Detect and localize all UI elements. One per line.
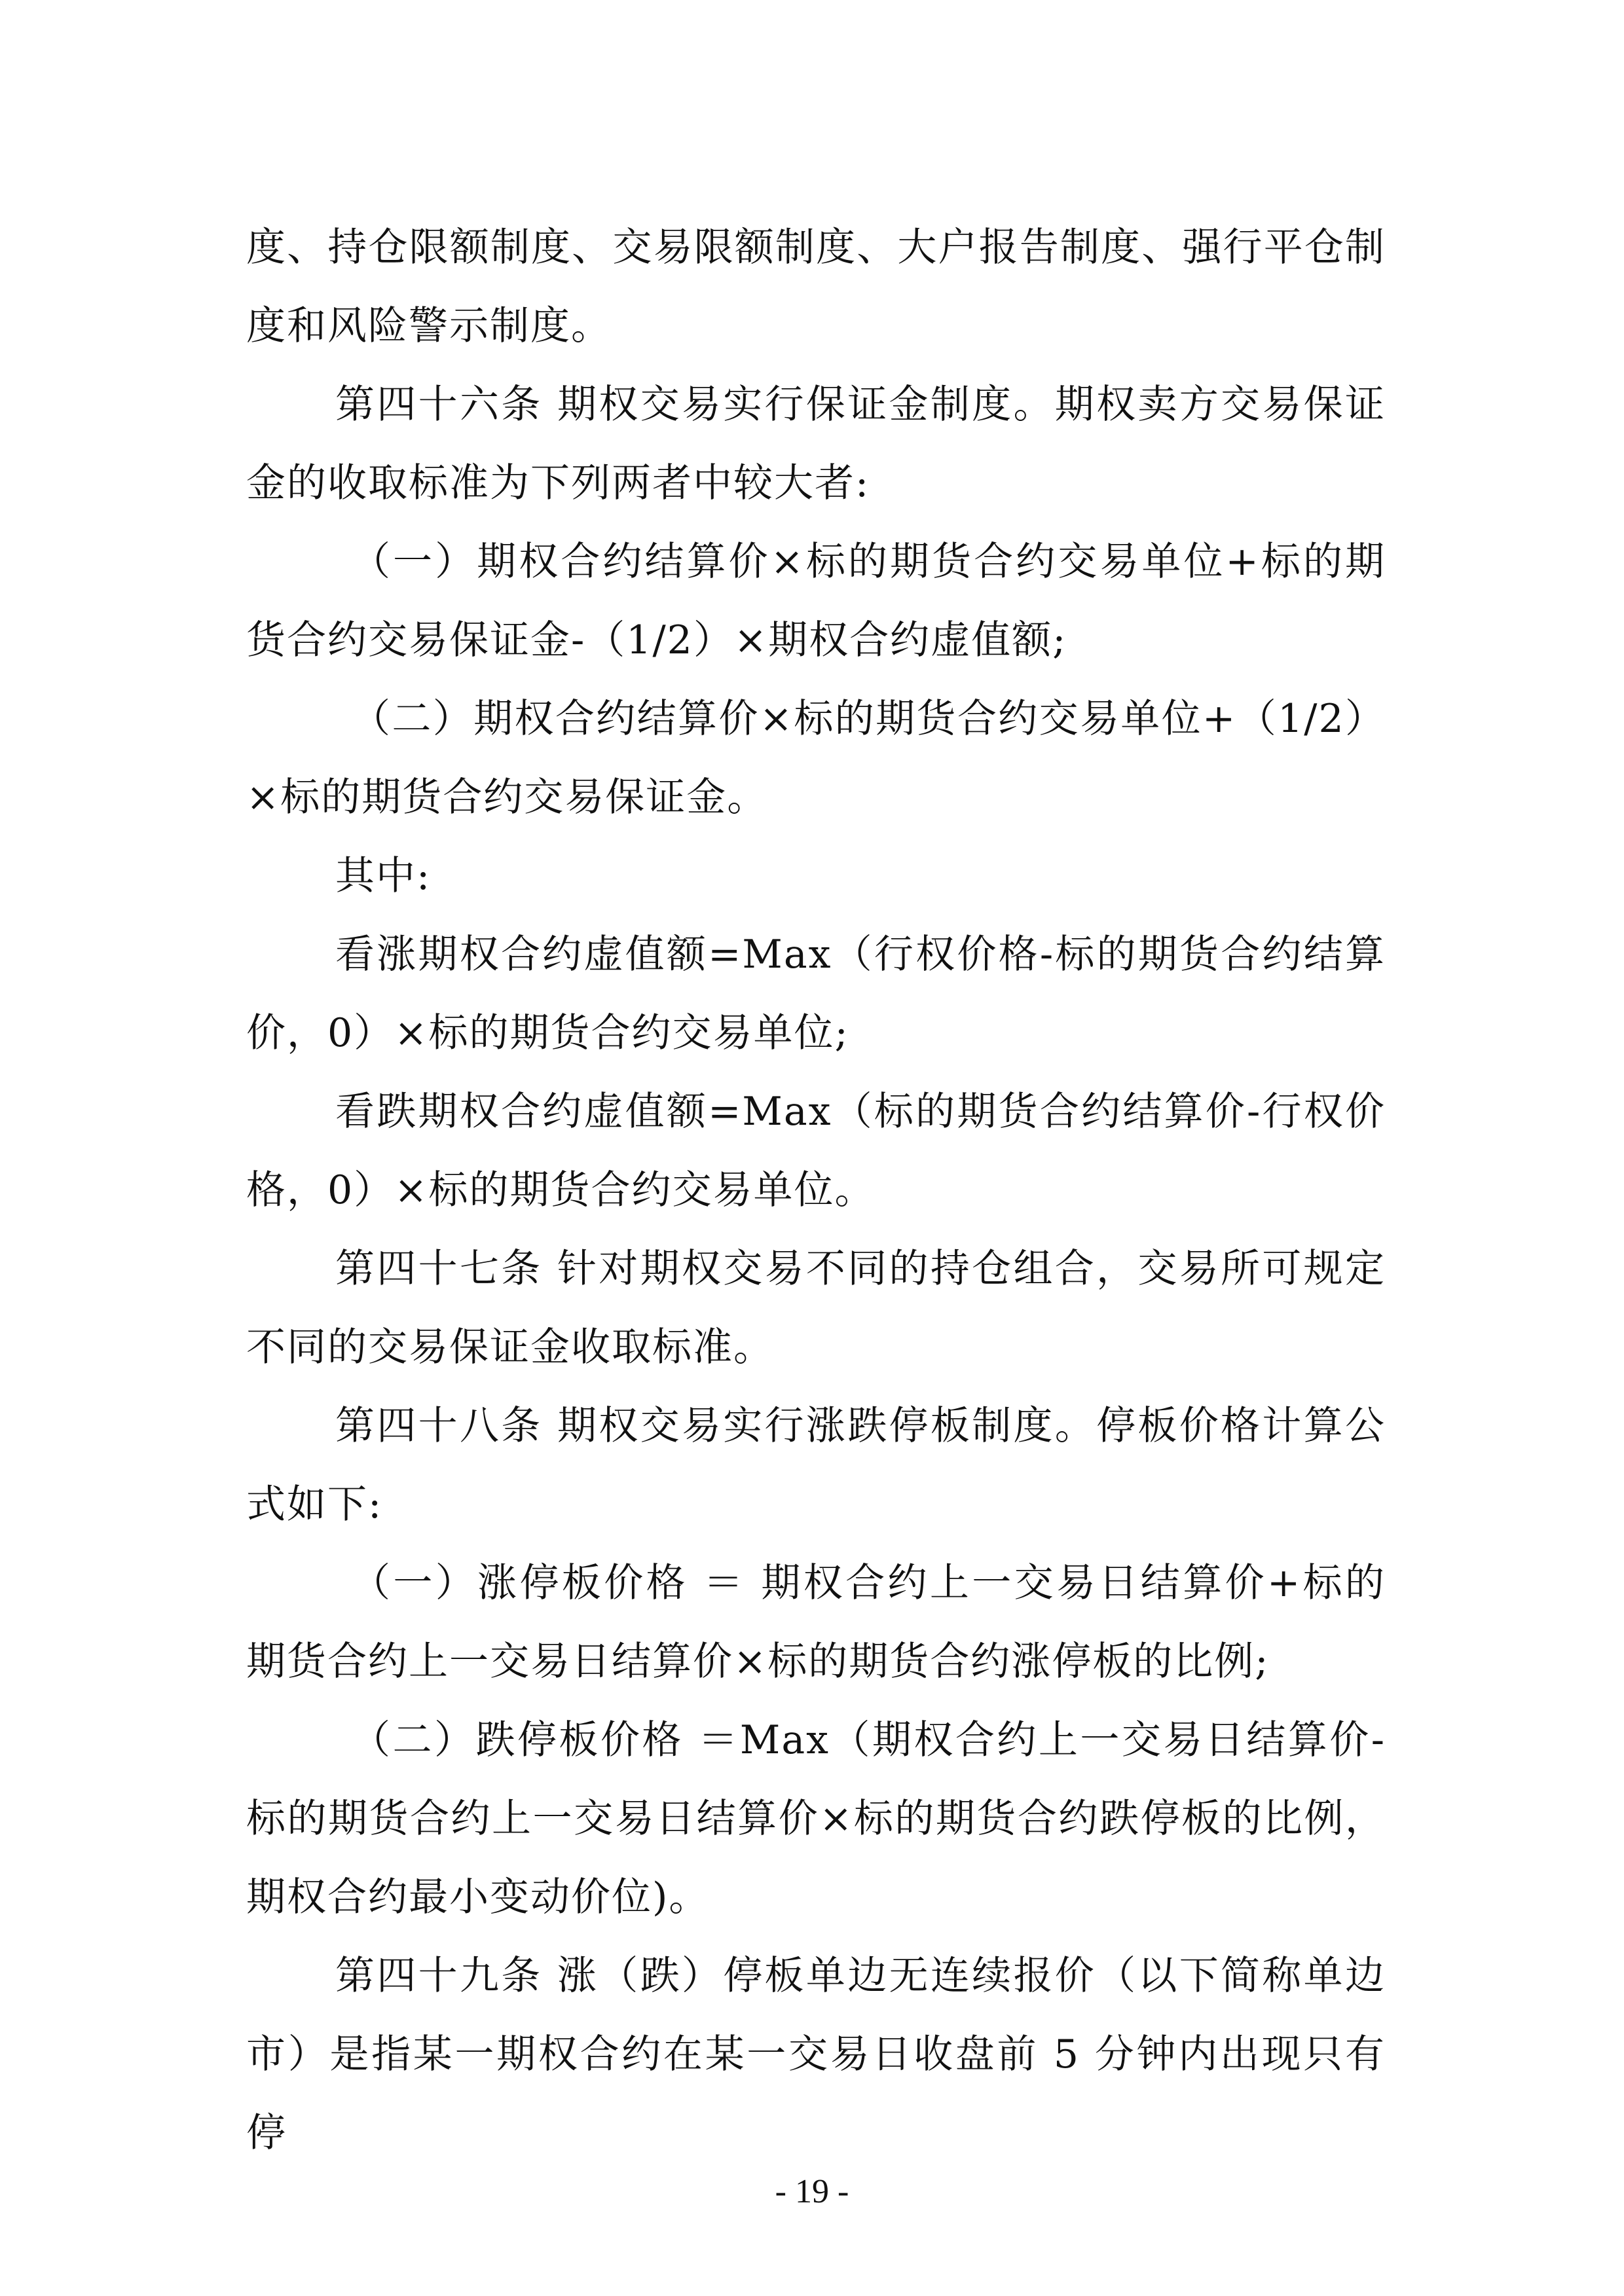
- paragraph-article-46-item-2: （二）期权合约结算价×标的期货合约交易单位+（1/2）×标的期货合约交易保证金。: [246, 696, 1386, 820]
- paragraph-article-48: 第四十八条 期权交易实行涨跌停板制度。停板价格计算公式如下:: [246, 1403, 1386, 1527]
- paragraph-call-otm-formula: 看涨期权合约虚值额=Max（行权价格-标的期货合约结算价，0）×标的期货合约交易单位;: [246, 932, 1386, 1056]
- paragraph-article-46: 第四十六条 期权交易实行保证金制度。期权卖方交易保证金的收取标准为下列两者中较大者:: [246, 382, 1386, 506]
- paragraph-put-otm-formula: 看跌期权合约虚值额=Max（标的期货合约结算价-行权价格，0）×标的期货合约交易单位。: [246, 1089, 1386, 1213]
- paragraph-article-47: 第四十七条 针对期权交易不同的持仓组合，交易所可规定不同的交易保证金收取标准。: [246, 1246, 1386, 1370]
- paragraph-wherein: 其中:: [335, 853, 432, 899]
- paragraph-article-48-item-1: （一）涨停板价格 ＝ 期权合约上一交易日结算价+标的期货合约上一交易日结算价×标的期货合约涨停板的比例;: [246, 1560, 1386, 1685]
- paragraph-risk-systems-continued: 度、持仓限额制度、交易限额制度、大户报告制度、强行平仓制度和风险警示制度。: [246, 225, 1386, 349]
- paragraph-article-48-item-2: （二）跌停板价格 ＝Max（期权合约上一交易日结算价-标的期货合约上一交易日结算价×标的期货合约跌停板的比例，期权合约最小变动价位)。: [246, 1717, 1386, 1920]
- paragraph-article-46-item-1: （一）期权合约结算价×标的期货合约交易单位+标的期货合约交易保证金-（1/2）×期权合约虚值额;: [246, 539, 1386, 663]
- document-body: [246, 208, 1386, 2172]
- paragraph-article-49: 第四十九条 涨（跌）停板单边无连续报价（以下简称单边市）是指某一期权合约在某一交易日收盘前 5 分钟内出现只有停: [246, 1953, 1386, 2156]
- page-number: - 19 -: [775, 2173, 849, 2210]
